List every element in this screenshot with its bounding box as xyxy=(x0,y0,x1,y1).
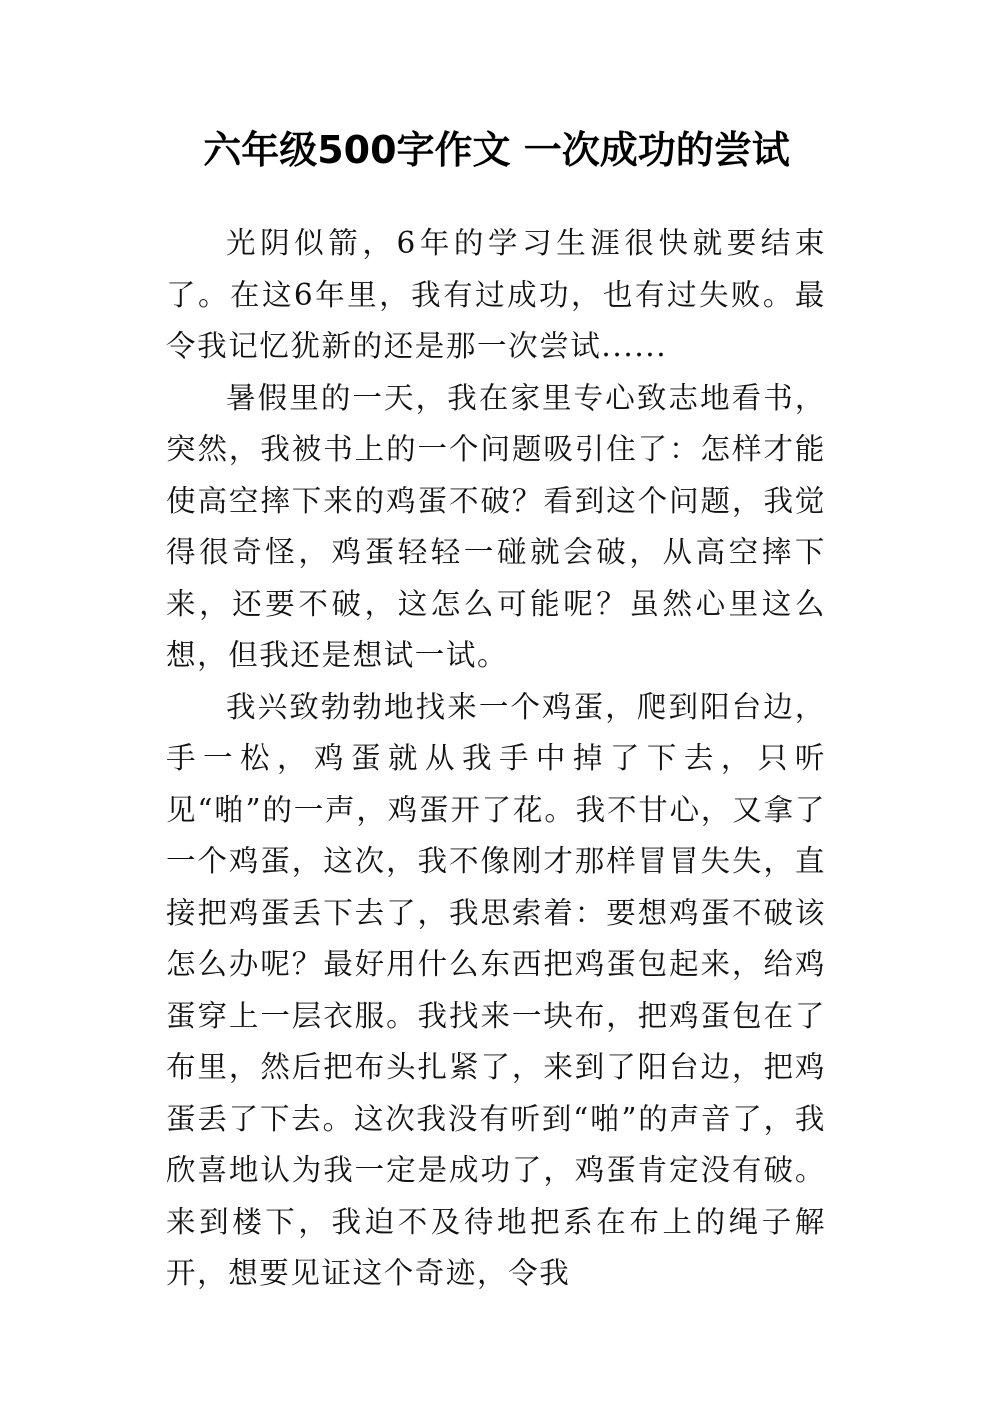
document-body xyxy=(166,218,826,1300)
paragraph-3: 我兴致勃勃地找来一个鸡蛋，爬到阳台边，手一松，鸡蛋就从我手中掉了下去，只听见“啪”的一声，鸡蛋开了花。我不甘心，又拿了一个鸡蛋，这次，我不像刚才那样冒冒失失，直接把鸡蛋丢下去了，我思索着：要想鸡蛋不破该怎么办呢？最好用什么东西把鸡蛋包起来，给鸡蛋穿上一层衣服。我找来一块布，把鸡蛋包在了布里，然后把布头扎紧了，来到了阳台边，把鸡蛋丢了下去。这次我没有听到“啪”的声音了，我欣喜地认为我一定是成功了，鸡蛋肯定没有破。来到楼下，我迫不及待地把系在布上的绳子解开，想要见证这个奇迹，令我 xyxy=(166,689,826,1290)
document-title: 六年级500字作文 一次成功的尝试 xyxy=(203,128,790,172)
paragraph-2: 暑假里的一天，我在家里专心致志地看书，突然，我被书上的一个问题吸引住了：怎样才能使高空摔下来的鸡蛋不破？看到这个问题，我觉得很奇怪，鸡蛋轻轻一碰就会破，从高空摔下来，还要不破，这怎么可能呢？虽然心里这么想，但我还是想试一试。 xyxy=(166,380,826,672)
paragraph-1: 光阴似箭，6年的学习生涯很快就要结束了。在这6年里，我有过成功，也有过失败。最令我记忆犹新的还是那一次尝试...... xyxy=(166,226,826,363)
